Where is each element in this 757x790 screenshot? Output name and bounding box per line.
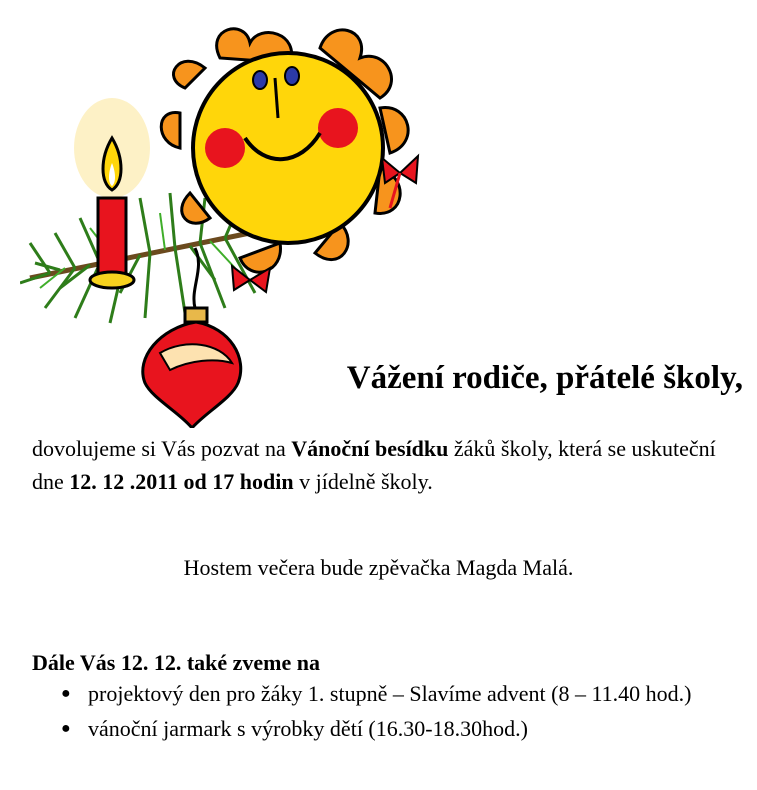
list-item-text: projektový den pro žáky 1. stupně – Slavíme advent (8 – 11.40 hod.): [88, 681, 692, 706]
ornament-icon: [143, 248, 241, 428]
event-date: 12. 12 .2011 od 17 hodin: [69, 469, 294, 494]
bullet-icon: ●: [61, 685, 71, 702]
events-list: [52, 678, 742, 748]
list-item-text: vánoční jarmark s výrobky dětí (16.30-18.30hod.): [88, 716, 528, 741]
sun-icon: [161, 29, 408, 272]
invitation-text: žáků školy, která se uskuteční dne: [32, 436, 716, 494]
invitation-paragraph: [32, 432, 744, 498]
invitation-text: v jídelně školy.: [293, 469, 433, 494]
event-name: Vánoční besídku: [291, 436, 449, 461]
more-title: Dále Vás 12. 12. také zveme na: [32, 650, 320, 675]
list-item: [52, 678, 742, 709]
invitation-text: dovolujeme si Vás pozvat na: [32, 436, 292, 461]
bullet-icon: ●: [61, 720, 71, 737]
list-item: [52, 713, 742, 744]
guest-line: Hostem večera bude zpěvačka Magda Malá.: [183, 555, 574, 580]
page-heading: Vážení rodiče, přátelé školy,: [346, 360, 743, 396]
